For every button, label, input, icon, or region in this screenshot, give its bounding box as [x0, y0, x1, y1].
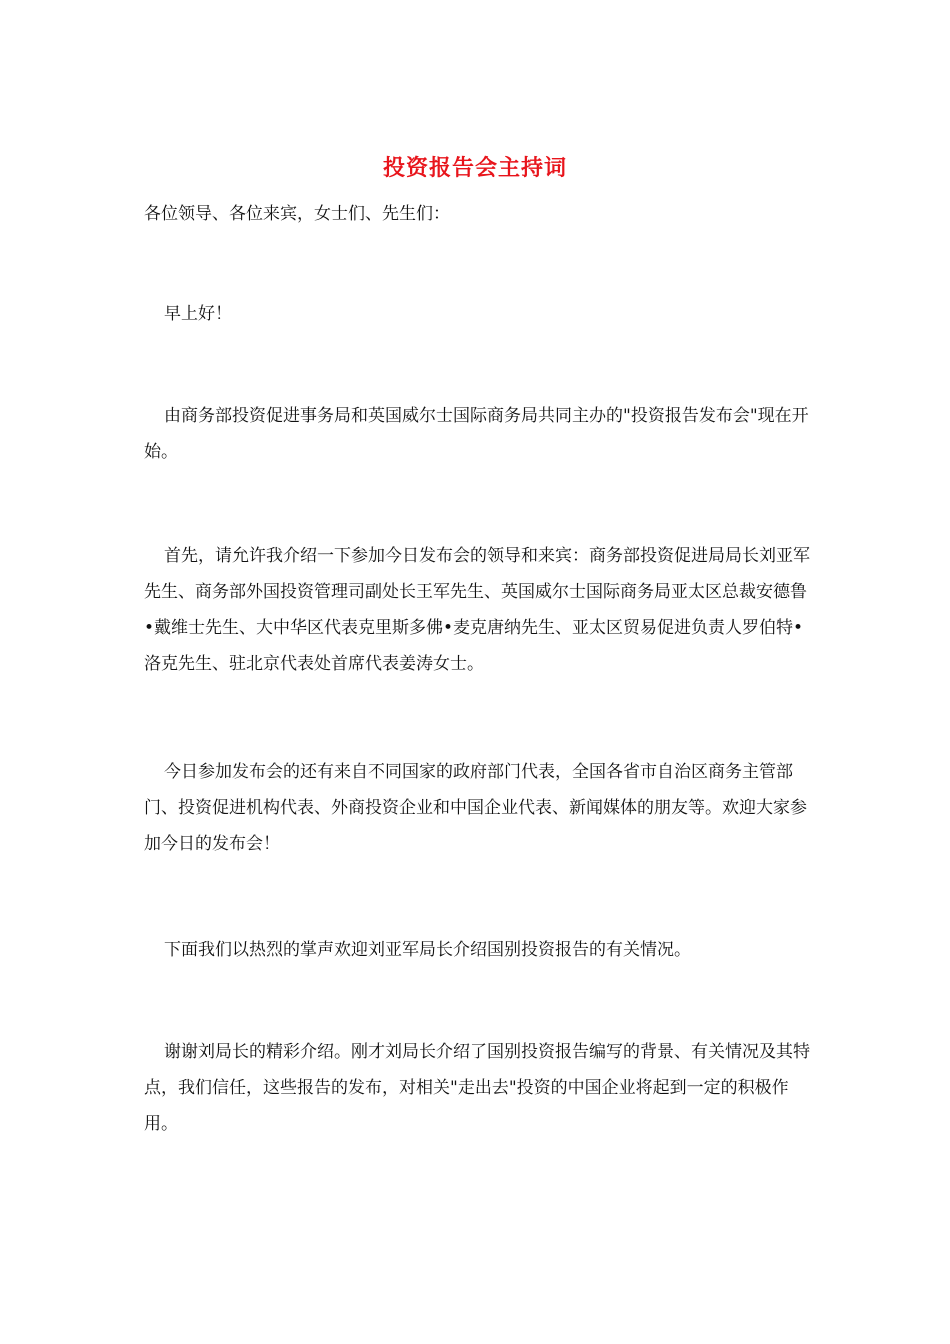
salutation: 各位领导、各位来宾，女士们、先生们： — [144, 204, 450, 224]
document-title: 投资报告会主持词 — [382, 155, 567, 181]
paragraph-greeting: 早上好！ — [164, 304, 232, 324]
paragraph-thanks: 谢谢刘局长的精彩介绍。刚才刘局长介绍了国别投资报告编写的背景、有关情况及其特点，我们信任，这些报告的发布，对相关"走出去"投资的中国企业将起到一定的积极作用。 — [144, 1042, 810, 1134]
paragraph-introductions: 首先，请允许我介绍一下参加今日发布会的领导和来宾：商务部投资促进局局长刘亚军先生、商务部外国投资管理司副处长王军先生、英国威尔士国际商务局亚太区总裁安德鲁•戴维士先生、大中华区代表克里斯多佛•麦克唐纳先生、亚太区贸易促进负责人罗伯特•洛克先生、驻北京代表处首席代表姜涛女士。 — [144, 546, 810, 674]
paragraph-opening: 由商务部投资促进事务局和英国威尔士国际商务局共同主办的"投资报告发布会"现在开始。 — [144, 406, 809, 462]
paragraph-attendees: 今日参加发布会的还有来自不同国家的政府部门代表，全国各省市自治区商务主管部门、投资促进机构代表、外商投资企业和中国企业代表、新闻媒体的朋友等。欢迎大家参加今日的发布会！ — [144, 762, 807, 854]
paragraph-welcome-speaker: 下面我们以热烈的掌声欢迎刘亚军局长介绍国别投资报告的有关情况。 — [164, 940, 691, 960]
